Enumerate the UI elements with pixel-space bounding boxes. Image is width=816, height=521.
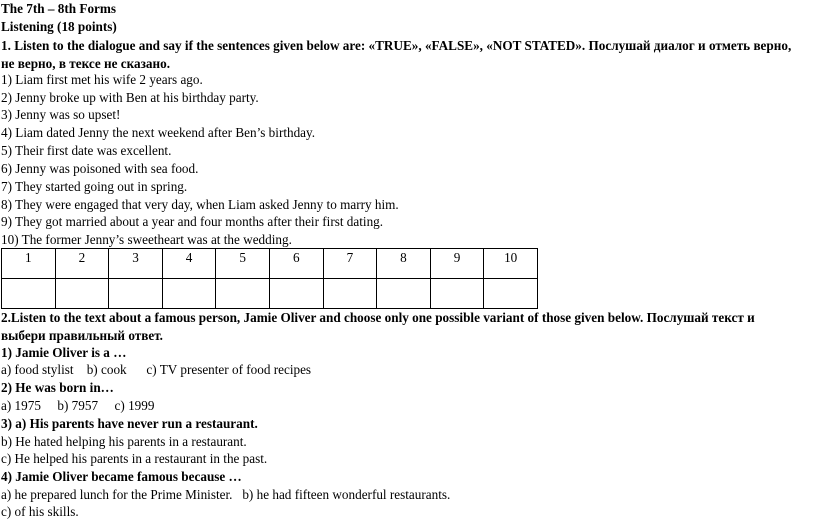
sentence-3: 3) Jenny was so upset! bbox=[1, 107, 121, 122]
task1-instruction-line1: 1. Listen to the dialogue and say if the sentences given below are: «TRUE», «FALSE», «NOT STATED». Послушай диалог и отметь верно, bbox=[1, 38, 792, 53]
answer-col-header: 3 bbox=[109, 249, 163, 279]
answer-col-header: 7 bbox=[323, 249, 377, 279]
answer-cell[interactable] bbox=[162, 279, 216, 309]
answer-col-header: 8 bbox=[377, 249, 431, 279]
answer-table bbox=[1, 248, 538, 309]
document-title: The 7th – 8th Forms bbox=[1, 1, 117, 16]
question-3-option-c: c) He helped his parents in a restaurant in the past. bbox=[1, 451, 268, 466]
sentence-6: 6) Jenny was poisoned with sea food. bbox=[1, 161, 199, 176]
sentence-7: 7) They started going out in spring. bbox=[1, 179, 188, 194]
question-4-options: a) he prepared lunch for the Prime Minister. b) he had fifteen wonderful restaurants. bbox=[1, 487, 451, 502]
sentence-1: 1) Liam first met his wife 2 years ago. bbox=[1, 72, 203, 87]
answer-col-header: 4 bbox=[162, 249, 216, 279]
answer-col-header: 6 bbox=[269, 249, 323, 279]
answer-cell[interactable] bbox=[323, 279, 377, 309]
answer-cell[interactable] bbox=[216, 279, 270, 309]
question-4: 4) Jamie Oliver became famous because … bbox=[1, 469, 242, 484]
task2-instruction-line1: 2.Listen to the text about a famous person, Jamie Oliver and choose only one possible variant of those given below. Послушай текст и bbox=[1, 310, 755, 325]
answer-cell[interactable] bbox=[109, 279, 163, 309]
answer-col-header: 5 bbox=[216, 249, 270, 279]
answer-cell[interactable] bbox=[377, 279, 431, 309]
sentence-2: 2) Jenny broke up with Ben at his birthday party. bbox=[1, 90, 259, 105]
answer-col-header: 2 bbox=[55, 249, 109, 279]
answer-table-header-row bbox=[2, 249, 538, 279]
question-1-options: a) food stylist b) cook c) TV presenter of food recipes bbox=[1, 362, 312, 377]
question-2: 2) He was born in… bbox=[1, 380, 114, 395]
question-3: 3) a) His parents have never run a restaurant. bbox=[1, 416, 258, 431]
sentence-10: 10) The former Jenny’s sweetheart was at the wedding. bbox=[1, 232, 292, 247]
sentence-9: 9) They got married about a year and four months after their first dating. bbox=[1, 214, 384, 229]
answer-col-header: 9 bbox=[430, 249, 484, 279]
sentence-4: 4) Liam dated Jenny the next weekend after Ben’s birthday. bbox=[1, 125, 316, 140]
answer-cell[interactable] bbox=[2, 279, 56, 309]
answer-col-header: 1 bbox=[2, 249, 56, 279]
sentence-8: 8) They were engaged that very day, when Liam asked Jenny to marry him. bbox=[1, 197, 399, 212]
answer-table-row bbox=[2, 279, 538, 309]
question-2-options: a) 1975 b) 7957 c) 1999 bbox=[1, 398, 155, 413]
answer-cell[interactable] bbox=[55, 279, 109, 309]
answer-col-header: 10 bbox=[484, 249, 538, 279]
answer-cell[interactable] bbox=[269, 279, 323, 309]
answer-cell[interactable] bbox=[484, 279, 538, 309]
question-4-option-c: c) of his skills. bbox=[1, 504, 79, 519]
sentence-5: 5) Their first date was excellent. bbox=[1, 143, 172, 158]
question-1: 1) Jamie Oliver is a … bbox=[1, 345, 127, 360]
section-title: Listening (18 points) bbox=[1, 19, 117, 34]
task2-instruction-line2: выбери правильный ответ. bbox=[1, 328, 163, 343]
question-3-option-b: b) He hated helping his parents in a restaurant. bbox=[1, 434, 247, 449]
task1-instruction-line2: не верно, в тексе не сказано. bbox=[1, 56, 171, 71]
answer-cell[interactable] bbox=[430, 279, 484, 309]
